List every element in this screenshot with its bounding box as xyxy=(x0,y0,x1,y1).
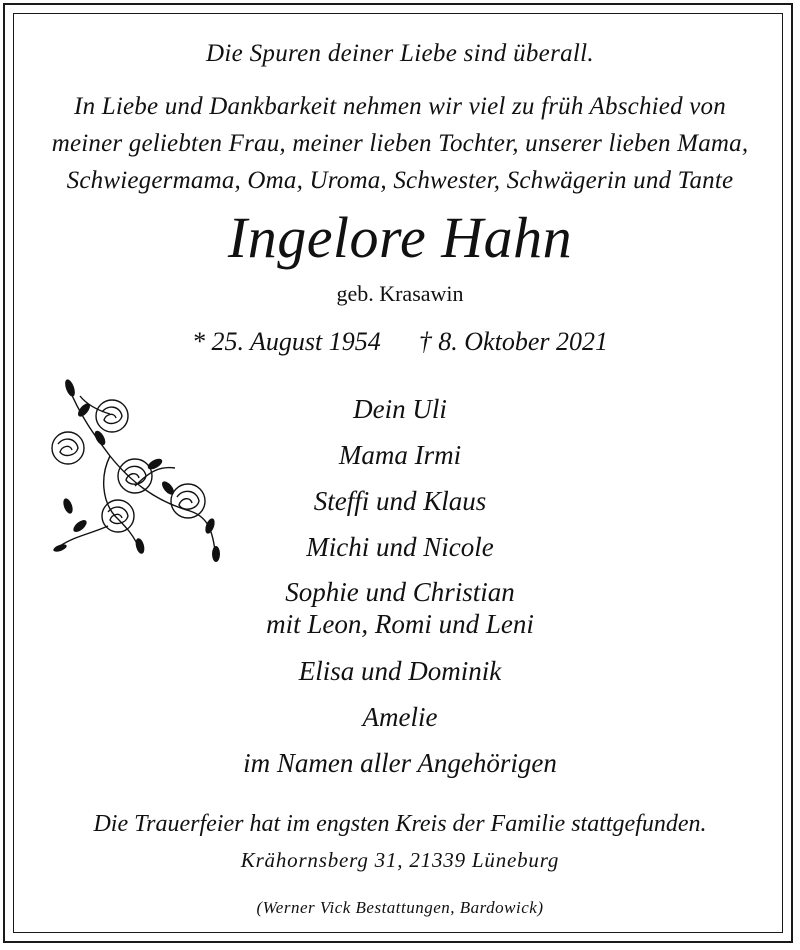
motto: Die Spuren deiner Liebe sind überall. xyxy=(206,40,594,67)
life-dates xyxy=(0,327,800,357)
mourner-line: Steffi und Klaus xyxy=(313,486,487,516)
mourner-line: Elisa und Dominik xyxy=(298,656,502,686)
deceased-name: Ingelore Hahn xyxy=(227,205,573,270)
undertaker: (Werner Vick Bestattungen, Bardowick) xyxy=(256,898,544,917)
mourner-line: Amelie xyxy=(362,702,438,732)
mourner-line: Mama Irmi xyxy=(338,440,462,470)
birth-name: geb. Krasawin xyxy=(336,281,464,306)
birth-date: * 25. August 1954 xyxy=(192,327,381,356)
ceremony-note: Die Trauerfeier hat im engsten Kreis der Familie stattgefunden. xyxy=(93,811,707,837)
mourner-line: Dein Uli xyxy=(353,394,447,424)
mourner-line: im Namen aller Angehörigen xyxy=(243,748,557,778)
death-date: † 8. Oktober 2021 xyxy=(418,327,608,356)
mourner-line: mit Leon, Romi und Leni xyxy=(266,609,534,639)
mourners-list xyxy=(200,386,600,786)
address: Krähornsberg 31, 21339 Lüneburg xyxy=(240,848,560,872)
mourner-line: Sophie und Christian xyxy=(285,577,515,607)
intro-line-1: In Liebe und Dankbarkeit nehmen wir viel zu früh Abschied von xyxy=(74,93,726,120)
mourner-line: Michi und Nicole xyxy=(306,532,494,562)
intro-line-2: meiner geliebten Frau, meiner lieben Tochter, unserer lieben Mama, xyxy=(51,130,749,157)
intro-line-3: Schwiegermama, Oma, Uroma, Schwester, Schwägerin und Tante xyxy=(66,167,734,194)
intro-text xyxy=(0,88,800,199)
